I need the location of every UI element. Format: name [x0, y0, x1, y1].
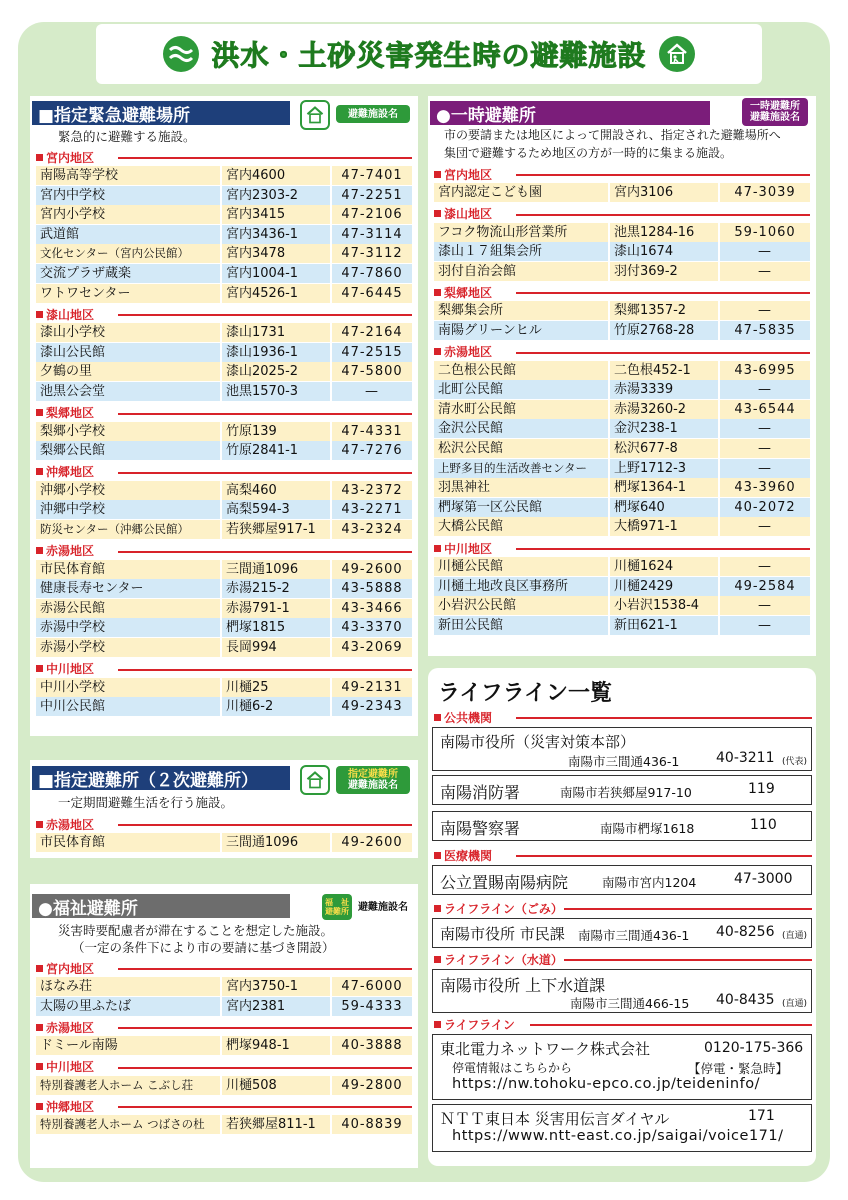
district-name: 中川地区 — [46, 662, 95, 677]
facility-phone: 47-4331 — [341, 423, 403, 439]
district-name: 宮内地区 — [444, 167, 493, 182]
district-label — [434, 951, 812, 967]
facility-row — [36, 638, 412, 657]
facility-phone: — — [758, 441, 772, 456]
facility-address: 松沢677-8 — [610, 439, 720, 458]
district-label — [434, 847, 812, 863]
facility-row — [434, 400, 810, 419]
facility-name: ほなみ荘 — [36, 977, 222, 996]
facility-address: 宮内4600 — [222, 166, 332, 185]
facility-row — [36, 244, 412, 263]
facility-address: 椚塚1364-1 — [610, 478, 720, 497]
facility-row — [434, 596, 810, 615]
district-label — [36, 543, 412, 559]
facility-name: 中川公民館 — [36, 697, 222, 716]
district-label — [434, 284, 810, 300]
facility-phone: 40-2072 — [734, 499, 796, 515]
district-label — [434, 709, 812, 725]
facility-row — [36, 618, 412, 637]
facility-phone: 47-2106 — [341, 207, 403, 223]
facility-phone: 47-5835 — [734, 323, 796, 338]
city-hall-address: 南陽市三間通436-1 — [568, 754, 680, 769]
facility-address: 宮内3106 — [610, 183, 720, 202]
facility-phone: 49-2343 — [341, 699, 403, 715]
water-address: 南陽市三間通466-15 — [570, 996, 690, 1011]
facility-address: 竹原2841-1 — [222, 441, 332, 460]
facility-row — [36, 284, 412, 303]
facility-address: 梨郷1357-2 — [610, 301, 720, 320]
facility-row — [434, 439, 810, 458]
facility-phone: 43-3960 — [734, 480, 796, 496]
facility-name: 羽黒神社 — [434, 478, 610, 497]
secondary-badge — [336, 766, 410, 794]
facility-name: 川樋公民館 — [434, 557, 610, 576]
facility-address: 赤湯3260-2 — [610, 400, 720, 419]
facility-row — [36, 560, 412, 579]
welfare-description-1: 災害時要配慮者が滞在することを想定した施設。 — [58, 923, 334, 938]
facility-name: フコク物流山形営業所 — [434, 223, 610, 242]
facility-phone: — — [758, 617, 772, 633]
hospital-name: 公立置賜南陽病院 — [440, 873, 569, 892]
facility-row — [434, 498, 810, 517]
water-label: ライフライン（水道） — [444, 952, 563, 967]
district-name: 赤湯地区 — [46, 544, 95, 559]
facility-address: 若狭郷屋917-1 — [222, 520, 332, 539]
facility-phone: 43-3466 — [341, 600, 403, 616]
facility-phone: — — [758, 519, 772, 535]
hospital-address: 南陽市宮内1204 — [602, 875, 697, 890]
facility-row — [434, 577, 810, 596]
facility-phone: 47-2515 — [341, 344, 403, 360]
facility-name: 川樋土地改良区事務所 — [434, 577, 610, 596]
designated-emergency-description: 緊急的に避難する施設。 — [58, 129, 196, 144]
facility-row — [36, 186, 412, 205]
facility-name: 宮内小学校 — [36, 205, 222, 224]
facility-name: 市民体育館 — [36, 833, 222, 852]
district-label — [434, 166, 810, 182]
secondary-badge-line2: 避難施設名 — [348, 780, 398, 791]
facility-address: 高梨460 — [222, 481, 332, 500]
facility-address: 赤湯215-2 — [222, 579, 332, 598]
police-tel: 110 — [750, 817, 777, 833]
facility-name: 赤湯公民館 — [36, 599, 222, 618]
district-label — [36, 816, 412, 832]
facility-address: 川樋6-2 — [222, 697, 332, 716]
facility-name: 特別養護老人ホーム こぶし荘 — [36, 1076, 222, 1095]
welfare-heading: ●福祉避難所 — [32, 894, 290, 918]
facility-address: 池黒1284-16 — [610, 223, 720, 242]
facility-name: 沖郷中学校 — [36, 500, 222, 519]
facility-row — [36, 323, 412, 342]
facility-row — [434, 301, 810, 320]
facility-row — [36, 1115, 412, 1134]
facility-address: 漆山1731 — [222, 323, 332, 342]
facility-phone: 47-7401 — [341, 168, 403, 183]
district-label — [36, 1059, 412, 1075]
facility-row — [434, 262, 810, 281]
ntt-tel: 171 — [748, 1108, 775, 1124]
facility-phone: 49-2800 — [341, 1077, 403, 1093]
facility-name: 市民体育館 — [36, 560, 222, 579]
facility-address: 赤湯791-1 — [222, 599, 332, 618]
tohoku-name: 東北電力ネットワーク株式会社 — [440, 1040, 651, 1058]
facility-name: 赤湯小学校 — [36, 638, 222, 657]
facility-phone: — — [758, 382, 772, 398]
facility-phone: — — [758, 421, 772, 437]
garbage-name: 南陽市役所 市民課 — [440, 925, 565, 943]
secondary-badge-line1: 指定避難所 — [348, 769, 398, 780]
tohoku-tel: 0120-175-366 — [704, 1040, 804, 1056]
facility-phone: 47-7276 — [341, 443, 403, 459]
facility-address: 椚塚640 — [610, 498, 720, 517]
facility-row — [434, 478, 810, 497]
shelter-icon — [659, 36, 695, 72]
police-address: 南陽市椚塚1618 — [600, 821, 695, 836]
facility-phone: 43-2372 — [341, 482, 403, 498]
district-label — [36, 149, 412, 165]
facility-address: 新田621-1 — [610, 616, 720, 635]
facility-name: 小岩沢公民館 — [434, 596, 610, 615]
facility-name: 赤湯中学校 — [36, 618, 222, 637]
facility-address: 二色根452-1 — [610, 361, 720, 380]
district-label — [434, 206, 810, 222]
facility-address: 三間通1096 — [222, 560, 332, 579]
facility-name: 防災センター（沖郷公民館） — [36, 520, 222, 539]
facility-name: 羽付自治会館 — [434, 262, 610, 281]
district-label — [434, 344, 810, 360]
facility-address: 宮内3436-1 — [222, 225, 332, 244]
police-name: 南陽警察署 — [440, 819, 521, 838]
facility-name: 太陽の里ふたば — [36, 997, 222, 1016]
facility-address: 漆山2025-2 — [222, 362, 332, 381]
facility-row — [434, 419, 810, 438]
welfare-description-2: （一定の条件下により市の要請に基づき開設） — [72, 940, 335, 955]
welfare-facility-badge: 避難施設名 — [358, 901, 408, 913]
water-tel: 40-8435 — [716, 992, 775, 1008]
facility-name: 中川小学校 — [36, 678, 222, 697]
district-name: 沖郷地区 — [46, 465, 95, 480]
facility-address: 川樋1624 — [610, 557, 720, 576]
facility-name: 梨郷公民館 — [36, 441, 222, 460]
facility-phone: — — [758, 559, 772, 574]
district-name: 梨郷地区 — [46, 406, 95, 421]
water-name: 南陽市役所 上下水道課 — [440, 976, 606, 995]
facility-row — [36, 599, 412, 618]
facility-phone: 49-2600 — [341, 561, 403, 577]
tohoku-tag: 【停電・緊急時】 — [688, 1061, 789, 1076]
facility-address: 漆山1674 — [610, 242, 720, 261]
facility-name: 特別養護老人ホーム つばさの杜 — [36, 1115, 222, 1134]
facility-name: 梨郷小学校 — [36, 422, 222, 441]
district-name: 中川地区 — [444, 541, 493, 556]
district-label — [36, 1019, 412, 1035]
facility-row — [434, 223, 810, 242]
facility-name: 北町公民館 — [434, 380, 610, 399]
facility-phone: 47-6000 — [341, 979, 403, 994]
facility-row — [36, 1076, 412, 1095]
district-name: 赤湯地区 — [46, 1020, 95, 1035]
facility-name: 武道館 — [36, 225, 222, 244]
facility-row — [434, 321, 810, 340]
facility-name: 清水町公民館 — [434, 400, 610, 419]
facility-address: 小岩沢1538-4 — [610, 596, 720, 615]
welfare-badge-line2: 避難所 — [325, 907, 349, 916]
facility-row — [36, 997, 412, 1016]
welfare-badge — [322, 894, 352, 920]
facility-address: 長岡994 — [222, 638, 332, 657]
facility-row — [36, 166, 412, 185]
ntt-name: ＮＴＴ東日本 災害用伝言ダイヤル — [440, 1110, 670, 1128]
facility-phone: 47-7860 — [341, 266, 403, 281]
temporary-badge-line1: 一時避難所 — [750, 101, 800, 112]
facility-name: 椚塚第一区公民館 — [434, 498, 610, 517]
facility-name: 上野多目的生活改善センター — [434, 459, 610, 478]
facility-name: 南陽グリーンヒル — [434, 321, 610, 340]
ntt-url[interactable]: https://www.ntt-east.co.jp/saigai/voice171/ — [452, 1128, 784, 1144]
temporary-badge-line2: 避難施設名 — [750, 112, 800, 123]
facility-phone: 43-2271 — [341, 502, 403, 518]
facility-phone: 43-2324 — [341, 522, 403, 537]
district-label — [434, 540, 810, 556]
facility-name: 漆山小学校 — [36, 323, 222, 342]
facility-address: 宮内3478 — [222, 244, 332, 263]
facility-name: ワトワセンター — [36, 284, 222, 303]
facility-name: 漆山１７組集会所 — [434, 242, 610, 261]
tohoku-sub: 停電情報はこちらから — [452, 1061, 573, 1075]
public-label: 公共機関 — [444, 710, 493, 725]
facility-address: 若狭郷屋811-1 — [222, 1115, 332, 1134]
facility-row — [434, 242, 810, 261]
district-name: 梨郷地区 — [444, 285, 493, 300]
facility-name: 新田公民館 — [434, 616, 610, 635]
facility-row — [36, 678, 412, 697]
facility-address: 宮内3750-1 — [222, 977, 332, 996]
facility-name: 宮内認定こども園 — [434, 183, 610, 202]
garbage-note: (直通) — [782, 931, 808, 941]
facility-row — [434, 183, 810, 202]
district-name: 宮内地区 — [46, 961, 95, 976]
facility-address: 椚塚948-1 — [222, 1036, 332, 1055]
facility-row — [36, 1036, 412, 1055]
facility-phone: 59-4333 — [341, 998, 403, 1014]
facility-phone: 47-2164 — [341, 325, 403, 341]
fire-name: 南陽消防署 — [440, 783, 521, 802]
facility-address: 羽付369-2 — [610, 262, 720, 281]
title-banner — [96, 24, 762, 84]
facility-phone: 47-5800 — [341, 364, 403, 380]
designated-secondary-description: 一定期間避難生活を行う施設。 — [58, 795, 234, 810]
facility-phone: — — [758, 598, 772, 614]
wave-icon — [163, 36, 199, 72]
fire-address: 南陽市若狭郷屋917-10 — [560, 785, 692, 800]
district-label — [36, 405, 412, 421]
facility-address: 池黒1570-3 — [222, 382, 332, 401]
facility-row — [434, 459, 810, 478]
facility-phone: — — [758, 460, 772, 476]
hospital-tel: 47-3000 — [734, 871, 793, 887]
city-hall-note: (代表) — [782, 757, 808, 767]
facility-row — [434, 557, 810, 576]
facility-name: 宮内中学校 — [36, 186, 222, 205]
facility-phone: — — [758, 244, 772, 260]
facility-address: 宮内3415 — [222, 205, 332, 224]
facility-row — [434, 361, 810, 380]
temporary-description-2: 集団で避難するため地区の方が一時的に集まる施設。 — [444, 146, 733, 160]
facility-row — [36, 520, 412, 539]
facility-name: 南陽高等学校 — [36, 166, 222, 185]
facility-address: 三間通1096 — [222, 833, 332, 852]
facility-address: 宮内1004-1 — [222, 264, 332, 283]
tohoku-url[interactable]: https://nw.tohoku-epco.co.jp/teideninfo/ — [452, 1076, 760, 1092]
facility-row — [36, 697, 412, 716]
facility-phone: 43-3370 — [341, 620, 403, 636]
facility-address: 高梨594-3 — [222, 500, 332, 519]
facility-name: 松沢公民館 — [434, 439, 610, 458]
facility-name: 金沢公民館 — [434, 419, 610, 438]
district-label — [36, 464, 412, 480]
facility-address: 漆山1936-1 — [222, 343, 332, 362]
facility-phone: — — [365, 384, 379, 399]
facility-address: 金沢238-1 — [610, 419, 720, 438]
facility-row — [36, 481, 412, 500]
facility-address: 川樋2429 — [610, 577, 720, 596]
facility-name: 大橋公民館 — [434, 517, 610, 536]
facility-address: 大橋971-1 — [610, 517, 720, 536]
district-name: 沖郷地区 — [46, 1099, 95, 1114]
temporary-badge — [742, 98, 808, 126]
facility-row — [434, 517, 810, 536]
facility-address: 椚塚1815 — [222, 618, 332, 637]
facility-name: 健康長寿センター — [36, 579, 222, 598]
facility-phone: 59-1060 — [734, 224, 796, 240]
facility-row — [36, 362, 412, 381]
facility-name: 夕鶴の里 — [36, 362, 222, 381]
facility-address: 赤湯3339 — [610, 380, 720, 399]
shelter-icon — [300, 100, 330, 130]
city-hall-tel: 40-3211 — [716, 750, 775, 766]
district-name: 宮内地区 — [46, 150, 95, 165]
facility-row — [36, 441, 412, 460]
facility-phone: 43-5888 — [341, 581, 403, 597]
facility-phone: 43-2069 — [341, 640, 403, 655]
facility-name: ドミール南陽 — [36, 1036, 222, 1055]
facility-name: 池黒公会堂 — [36, 382, 222, 401]
district-label — [36, 661, 412, 677]
water-note: (直通) — [782, 999, 808, 1009]
garbage-tel: 40-8256 — [716, 924, 775, 940]
facility-address: 宮内2381 — [222, 997, 332, 1016]
facility-address: 宮内2303-2 — [222, 186, 332, 205]
welfare-badge-line1: 福 祉 — [325, 898, 349, 907]
district-label — [434, 1016, 812, 1032]
facility-address: 上野1712-3 — [610, 459, 720, 478]
lifeline-title: ライフライン一覧 — [438, 681, 613, 706]
facility-phone: 40-3888 — [341, 1038, 403, 1054]
facility-name: 沖郷小学校 — [36, 481, 222, 500]
temporary-description-1: 市の要請または地区によって開設され、指定された避難場所へ — [444, 128, 781, 142]
lifeline-label: ライフライン — [444, 1017, 515, 1032]
district-name: 漆山地区 — [46, 307, 95, 322]
facility-phone: 49-2131 — [341, 679, 403, 695]
facility-row — [36, 382, 412, 401]
designated-emergency-heading: ■指定緊急避難場所 — [32, 101, 290, 125]
facility-name: 漆山公民館 — [36, 343, 222, 362]
facility-address: 竹原139 — [222, 422, 332, 441]
facility-row — [36, 264, 412, 283]
facility-row — [36, 225, 412, 244]
facility-address: 川樋508 — [222, 1076, 332, 1095]
facility-name: 梨郷集会所 — [434, 301, 610, 320]
facility-row — [36, 343, 412, 362]
fire-tel: 119 — [748, 781, 775, 797]
facility-address: 川樋25 — [222, 678, 332, 697]
designated-secondary-heading: ■指定避難所（２次避難所） — [32, 766, 290, 790]
facility-phone: 47-3112 — [341, 246, 403, 262]
facility-address: 宮内4526-1 — [222, 284, 332, 303]
facility-row — [36, 205, 412, 224]
medical-label: 医療機関 — [444, 848, 493, 863]
facility-phone: 43-6995 — [734, 362, 796, 378]
facility-row — [434, 380, 810, 399]
district-name: 赤湯地区 — [46, 817, 95, 832]
facility-row — [36, 579, 412, 598]
facility-name: 交流プラザ蔵楽 — [36, 264, 222, 283]
facility-name-badge: 避難施設名 — [336, 105, 410, 123]
facility-name: 文化センター（宮内公民館） — [36, 244, 222, 263]
facility-row — [36, 500, 412, 519]
page-title: 洪水・土砂災害発生時の避難施設 — [211, 39, 647, 72]
shelter-icon — [300, 765, 330, 795]
district-name: 漆山地区 — [444, 207, 493, 222]
facility-row — [434, 616, 810, 635]
facility-phone: 47-6445 — [341, 285, 403, 301]
facility-row — [36, 977, 412, 996]
district-label — [434, 900, 812, 916]
facility-row — [36, 833, 412, 852]
district-name: 中川地区 — [46, 1060, 95, 1075]
facility-address: 竹原2768-28 — [610, 321, 720, 340]
district-name: 赤湯地区 — [444, 345, 493, 360]
facility-phone: 49-2584 — [734, 578, 796, 594]
facility-phone: 47-2251 — [341, 187, 403, 203]
temporary-heading: ●一時避難所 — [430, 101, 710, 125]
facility-row — [36, 422, 412, 441]
district-label — [36, 306, 412, 322]
facility-phone: — — [758, 263, 772, 279]
garbage-address: 南陽市三間通436-1 — [578, 928, 690, 943]
district-label — [36, 1098, 412, 1114]
facility-phone: 40-8839 — [341, 1117, 403, 1133]
facility-phone: 47-3039 — [734, 185, 796, 200]
facility-phone: 43-6544 — [734, 401, 796, 417]
city-hall-name: 南陽市役所（災害対策本部） — [440, 733, 636, 751]
district-label — [36, 960, 412, 976]
facility-phone: 47-3114 — [341, 226, 403, 242]
facility-name: 二色根公民館 — [434, 361, 610, 380]
facility-phone: — — [758, 303, 772, 319]
garbage-label: ライフライン（ごみ） — [444, 901, 563, 916]
facility-phone: 49-2600 — [341, 835, 403, 850]
